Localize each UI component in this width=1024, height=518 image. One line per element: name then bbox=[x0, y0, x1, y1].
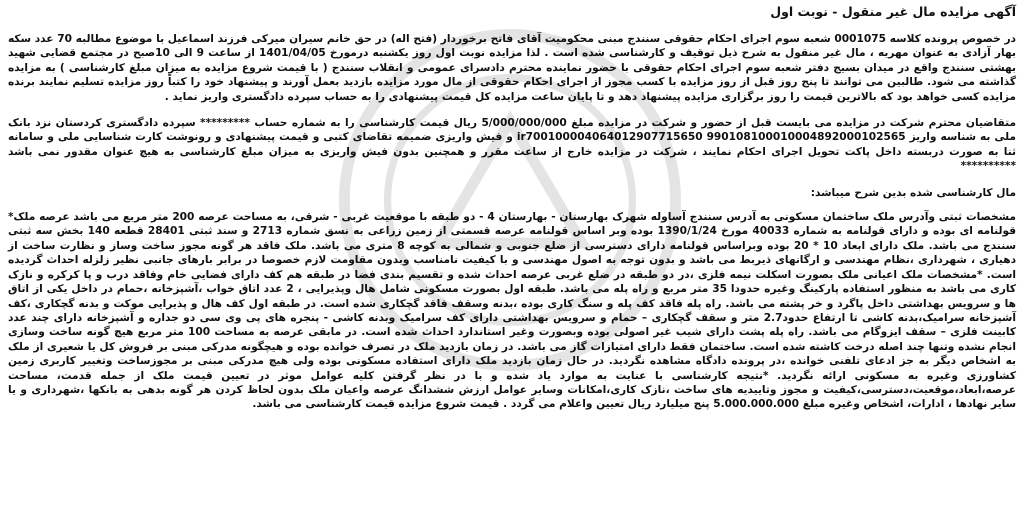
property-heading: مال کارشناسی شده بدین شرح میباشد: bbox=[810, 186, 1016, 199]
notice-paragraph-2: متقاضیان محترم شرکت در مزایده می بایست قبل از حضور و شرکت در مزایده مبلغ 5/000/000/000 ریال قیمت کارشناسی را به شماره حساب ********* سپرده دادگستری کردستان نزد بانک ملی به شناسه واریز 990108100010004892000102565 ir700100004064012907715650 و فیش واریزی ضمیمه تقاضای کتبی و قیمت پیشنهادی و رونوشت کارت شناسایی ملی و سامانه ثنا به صورت دربسته داخل پاکت تحویل اجرای احکام نمایند ، شرکت در مزایده خارج از ساعت مقرر و همچنین بدون فیش واریزی به میزان مبلغ کارشناسی به هیچ عنوان مقدور نمی باشد ********** bbox=[8, 117, 1016, 173]
property-description: مشخصات ثبتی وآدرس ملک ساختمان مسکونی به آدرس سنندج آساوله شهرک بهارستان - بهارستان 4 - دو طبقه با موقعیت غربی - شرقی، به مساحت عرصه 200 متر مربع می باشد عرصه ملک* قولنامه ای بوده و دارای قولنامه به شماره 40033 مورخ 1390/1/24 بوده وبر اساس قولنامه عرصه قسمتی از زمین زراعی به نسق شماره 2713 و سند ثبتی 28401 قطعه 140 بخش سه ثبتی سنندج می باشد. ملک دارای ابعاد 10 * 20 بوده وبراساس قولنامه دارای دسترسی از ضلع جنوبی و شمالی به کوچه 8 متری می باشد. ملک فاقد هر گونه مجوز ساخت وساز و نظارت ساخت از دهیاری ، شهرداری ،نظام مهندسی و ارگانهای ذیربط می باشد و بدون توجه به اصول مهندسی و با کیفیت نامناسب وبدون مقاومت لازم خصوصا در برابر بارهای جانبی نظیر زلزله احداث گردیده است. *مشخصات ملک اعیانی ملک بصورت اسکلت نیمه فلزی ،در دو طبقه در ضلع غربی عرصه احداث شده و تقسیم بندی فضا در طبقه هم کف دارای فضایی خام وفاقد درب و پا کرکره و نازک کاری می باشد به منظور استفاده پارکینگ وغیره حدودا 35 متر مربع و راه پله می باشد. طبقه اول بصورت مسکونی شامل هال وپذیرایی ، 2 عدد اتاق خواب ،آشپزخانه ،حمام در داخل یکی از اتاق ها و سرویس بهداشتی داخل پاگرد و خر پشته می باشد. راه پله فاقد کف پله و سنگ کاری بوده ،بدنه وسقف فاقد گچکاری شده است. در طبقه اول کف هال و پذیرایی موکت و بدنه گچکاری ،کف آشپزخانه سرامیک،بدنه کاشی تا ارتفاع حدود2.7 متر و سقف گچکاری – حمام و سرویس بهداشتی دارای کف سرامیک وبدنه کاشی - پنجره های پی وی سی دو جداره و آشپزخانه دارای چند عدد کابینت فلزی – سقف ایزوگام می باشد. راه پله پشت دارای شیب غیر اصولی بوده وبصورت وغیر استاندارد احداث شده است. در مابقی عرصه به مساحت 100 متر مربع هیچ گونه ساخت وسازی انجام نشده وتنها چند اصله درخت کاشته شده است. ساختمان فقط دارای امتیازات گاز می باشد. در زمان بازدید ملک در تصرف خوانده بوده و هیچگونه مدرکی مبنی بر فروش کل یا شعیری از ملک به اشخاص دیگر به جز ادعای تلفنی خوانده ،در پرونده دادگاه مشاهده نگردید. در حال زمان بازدید ملک دارای استفاده مسکونی بوده ولی هیچ مدرکی مبنی بر مجوزساخت وتغییر کاربری زمین کشاورزی وغیره به مسکونی ارائه نگردید. *نتیجه کارشناسی با عنایت به موارد یاد شده و با در نظر گرفتن کلیه عوامل موثر در تعیین قیمت ملک از جمله قدمت، مساحت عرصه،ابعاد،موقعیت،دسترسی،کیفیت و مجوز وتاییدیه های ساخت ،نازک کاری،امکانات وسایر عوامل ارزش ششدانگ عرصه واعیان ملک بدون لحاظ کردن هر گونه بدهی به بانکها ،شهرداری و یا سایر نهادها ، ادارات، اشخاص وغیره مبلغ 5.000.000.000 پنج میلیارد ریال تعیین واعلام می گردد . قیمت شروع مزایده قیمت کارشناسی می باشد. bbox=[8, 211, 1017, 411]
notice-paragraph-1: در خصوص پرونده کلاسه 0001075 شعبه سوم اجرای احکام حقوقی سنندج مبنی محکومیت آقای فاتح برخوردار (فتح اله) در حق خانم سیران میرکی فرزند اسماعیل با موضوع مطالبه 70 عدد سکه بهار آزادی به عنوان مهریه ، مال غیر منقول به شرح ذیل توقیف و کارشناسی شده است . لذا مزایده نوبت اول روز یکشنبه درمورخ 1401/04/05 از ساعت 9 الی 10صبح در مجتمع قضایی شهید بهشتی سنندج واقع در میدان بسیج دفتر شعبه سوم اجرای احکام حقوقی با حضور نماینده محترم دادسرای عمومی و انقلاب سنندج ( با قیمت شروع مزایده به میزان مبلغ کارشناسی ) به مزایده گذاشته می شود. طالبین می توانند تا پنج روز قبل از روز مزایده با کسب مجوز از اجرای احکام حقوقی از مال مورد مزایده بازدید بعمل آورند و پیشنهاد خود را کتباً روز مزایده تسلیم نمایند برنده مزایده کسی خواهد بود که بالاترین قیمت را روز برگزاری مزایده پیشنهاد دهد و تا پایان ساعت مزایده کل قیمت پیشنهادی را به حساب سپرده دادگستری واریز نماید . bbox=[8, 33, 1016, 103]
notice-title: آگهی مزایده مال غیر منقول - نوبت اول bbox=[770, 4, 1016, 19]
